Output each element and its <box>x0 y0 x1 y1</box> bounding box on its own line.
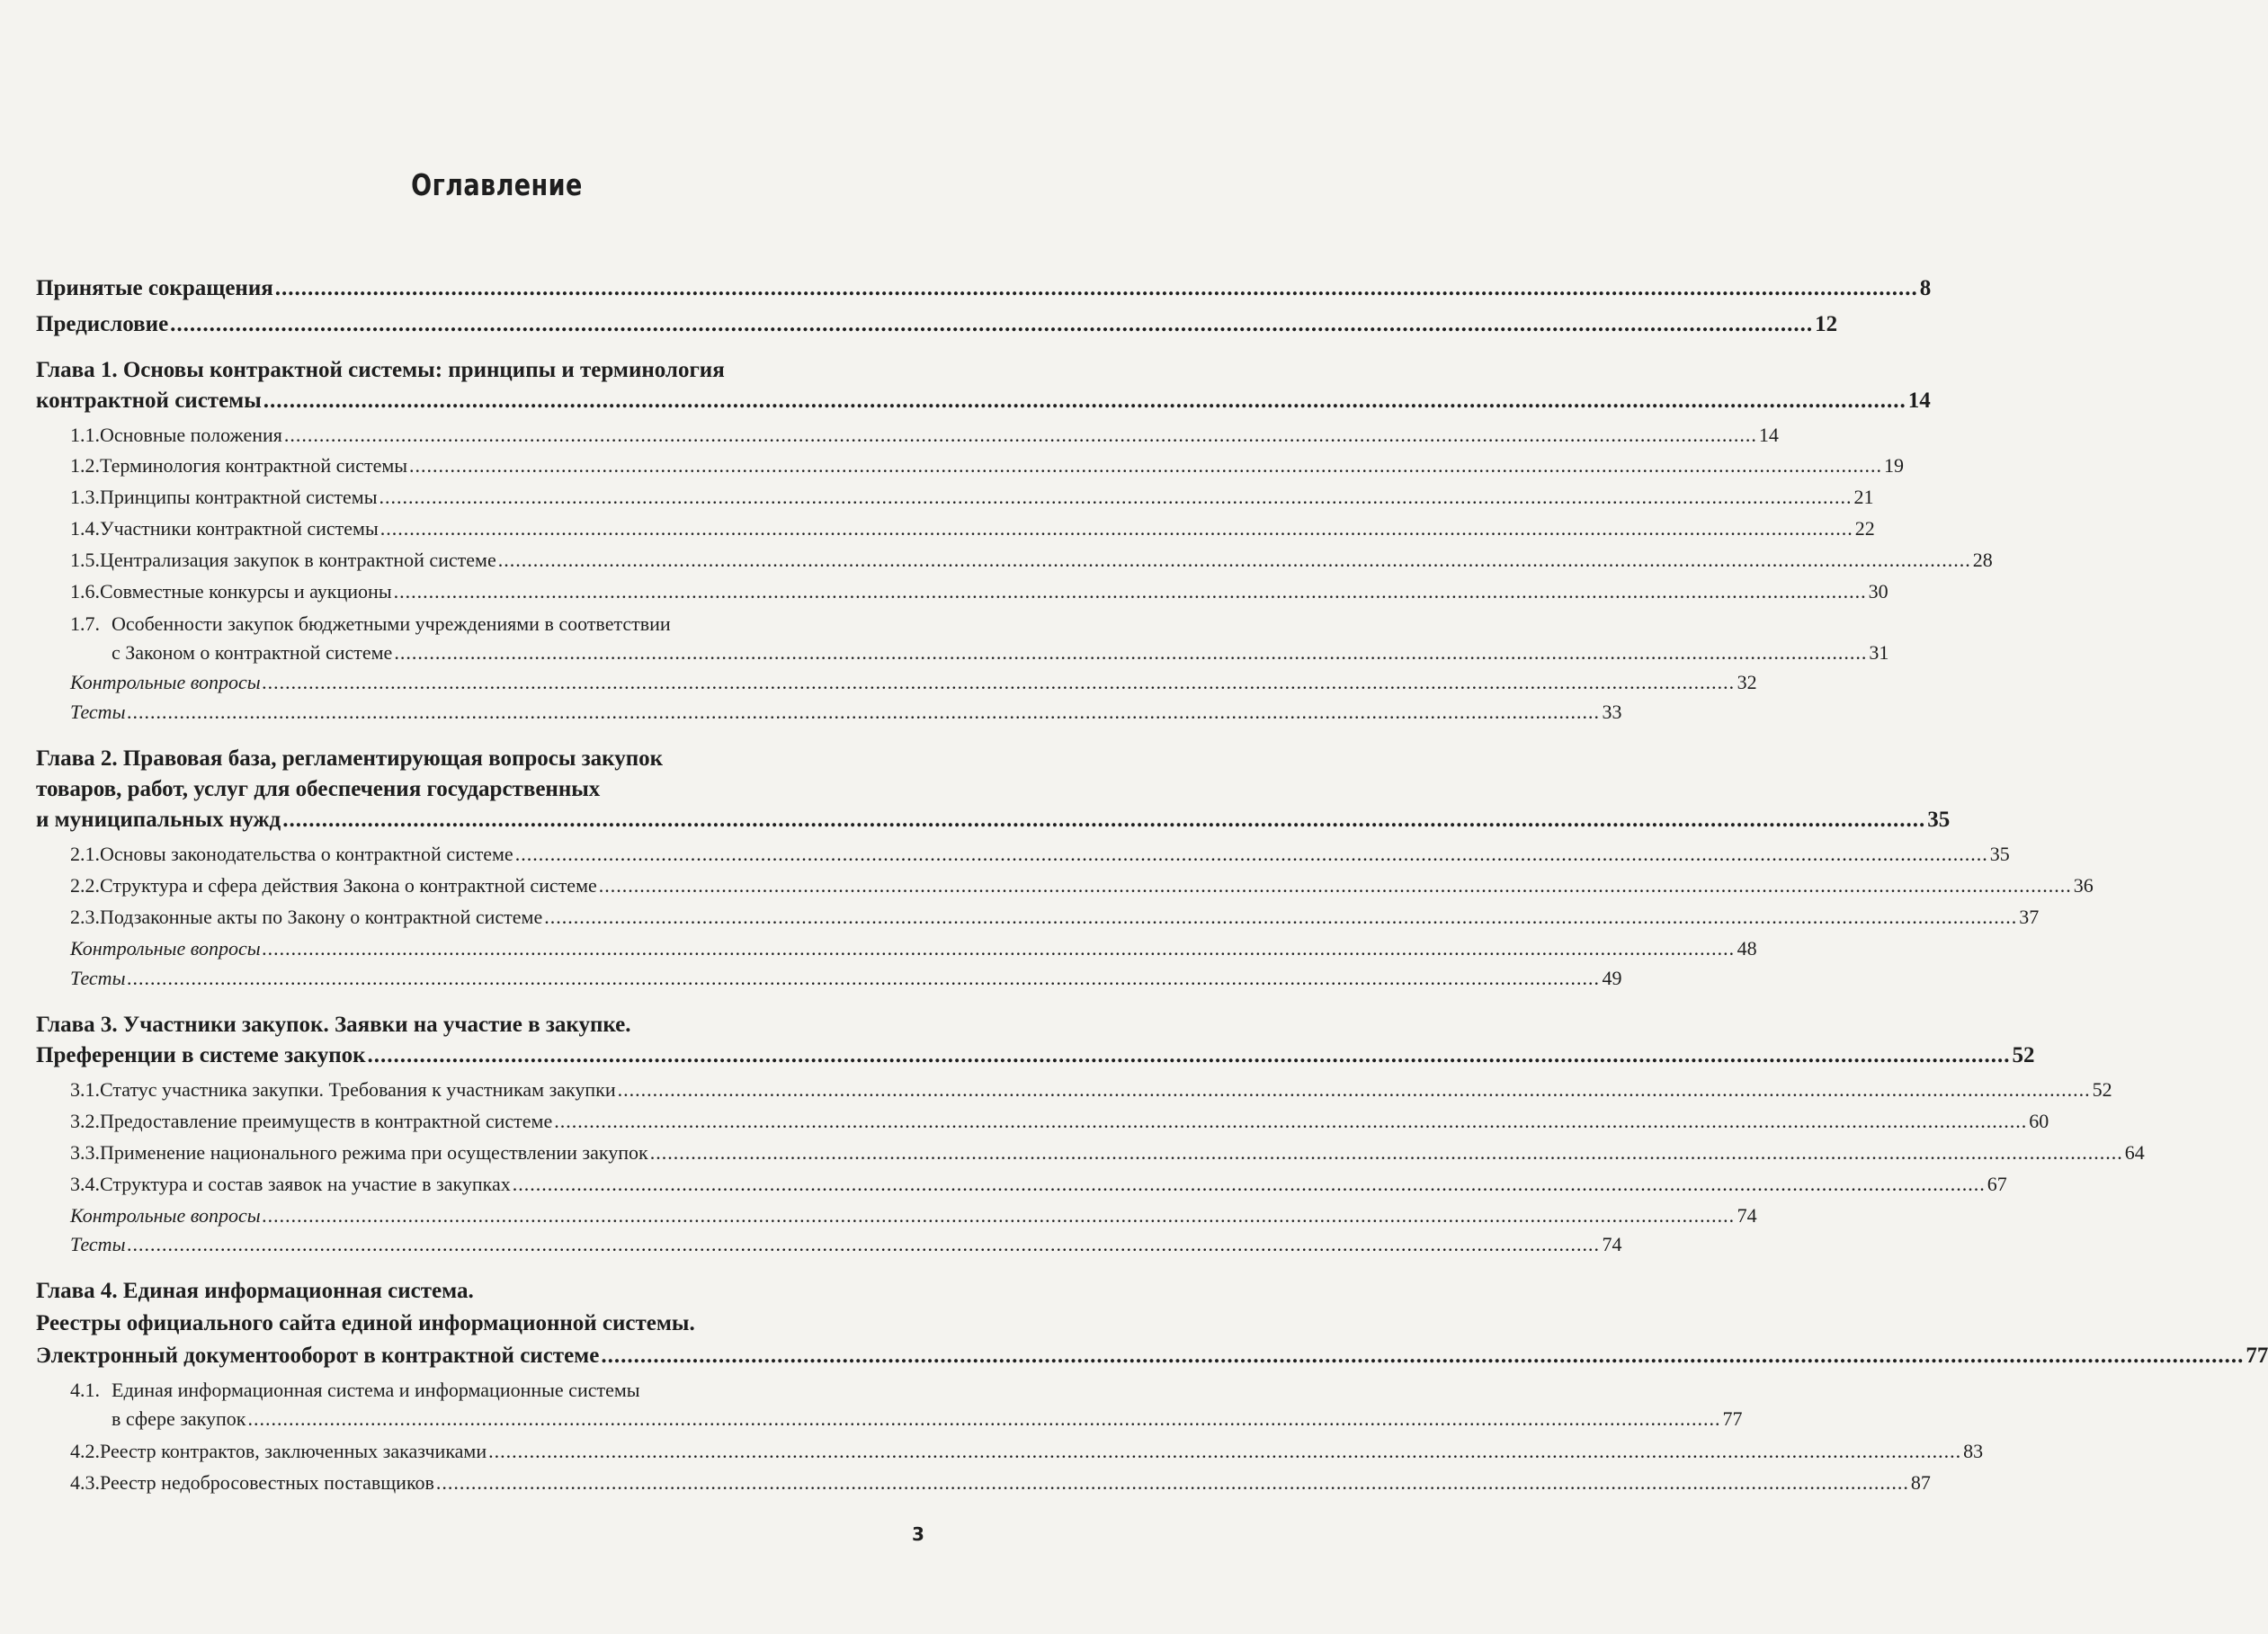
entry-page-number: 77 <box>2246 1344 2268 1368</box>
toc-chapter-entry[interactable] <box>36 310 1838 339</box>
entry-page-number: 60 <box>2029 1110 2049 1132</box>
entry-page-number: 37 <box>2019 906 2040 928</box>
entry-page-number: 28 <box>1972 549 1993 571</box>
toc-section-entry[interactable] <box>70 421 1779 450</box>
entry-page-number: 12 <box>1815 312 1838 336</box>
entry-title: и муниципальных нужд <box>36 808 281 832</box>
entry-page-number: 14 <box>1758 424 1779 446</box>
entry-title: Реестр контрактов, заключенных заказчиками <box>100 1440 487 1462</box>
toc-section-entry[interactable] <box>70 903 2040 932</box>
leader-dots <box>498 546 1971 575</box>
toc-section-entry[interactable] <box>70 514 1875 543</box>
section-number: 1.2. <box>70 454 100 477</box>
toc-extra-entry[interactable] <box>70 668 1757 697</box>
entry-page-number: 31 <box>1869 641 1889 664</box>
entry-title: в сфере закупок <box>112 1407 246 1430</box>
section-title-text: Единая информационная система и информационные системы <box>112 1379 640 1401</box>
entry-page-number: 33 <box>1602 701 1622 723</box>
leader-dots <box>263 387 1906 415</box>
toc-extra-entry[interactable] <box>70 1201 1757 1230</box>
entry-page-number: 52 <box>2092 1078 2112 1101</box>
section-title-line <box>70 1376 640 1405</box>
entry-page-number: 87 <box>1910 1471 1931 1494</box>
section-number: 1.5. <box>70 549 100 571</box>
chapter-heading-line: товаров, работ, услуг для обеспечения государственных <box>36 777 601 801</box>
entry-title: Электронный документооборот в контрактной системе <box>36 1344 600 1368</box>
entry-page-number: 77 <box>1722 1407 1743 1430</box>
leader-dots <box>127 964 1600 993</box>
entry-page-number: 35 <box>1989 843 2010 865</box>
entry-title: Участники контрактной системы <box>100 517 379 540</box>
entry-title: Контрольные вопросы <box>70 937 261 960</box>
leader-dots <box>436 1469 1909 1497</box>
section-number: 2.2. <box>70 874 100 897</box>
section-number: 1.4. <box>70 517 100 540</box>
entry-title: Структура и состав заявок на участие в закупках <box>100 1173 511 1195</box>
entry-page-number: 8 <box>1919 276 1932 300</box>
page-title: Оглавление <box>411 167 583 202</box>
toc-section-entry[interactable] <box>70 871 2094 900</box>
entry-title: Тесты <box>70 1233 126 1255</box>
entry-title: Преференции в системе закупок <box>36 1043 366 1067</box>
entry-title: Тесты <box>70 967 126 989</box>
leader-dots <box>379 483 1852 512</box>
section-number: 4.2. <box>70 1440 100 1462</box>
toc-section-entry[interactable] <box>70 1138 2145 1167</box>
toc-section-entry[interactable] <box>70 451 1905 480</box>
leader-dots <box>650 1138 2123 1167</box>
entry-page-number: 30 <box>1868 580 1889 603</box>
entry-page-number: 74 <box>1737 1204 1757 1227</box>
section-number: 4.3. <box>70 1471 100 1494</box>
leader-dots <box>515 840 1988 869</box>
toc-section-entry[interactable] <box>70 1076 2112 1104</box>
entry-title: Терминология контрактной системы <box>100 454 408 477</box>
entry-title: Реестр недобросовестных поставщиков <box>100 1471 434 1494</box>
toc-extra-entry[interactable] <box>70 964 1621 993</box>
leader-dots <box>601 1342 2244 1371</box>
toc-section-entry[interactable] <box>112 638 1889 667</box>
section-title-line <box>70 610 671 638</box>
leader-dots <box>380 514 1853 543</box>
leader-dots <box>127 1230 1600 1259</box>
leader-dots <box>394 577 1867 606</box>
section-number: 4.1. <box>70 1379 100 1401</box>
section-number: 1.1. <box>70 424 100 446</box>
entry-title: Предисловие <box>36 312 169 336</box>
entry-title: Централизация закупок в контрактной системе <box>100 549 496 571</box>
toc-section-entry[interactable] <box>70 1437 1984 1466</box>
toc-extra-entry[interactable] <box>70 1230 1621 1259</box>
chapter-heading-line: Глава 4. Единая информационная система. <box>36 1279 474 1303</box>
toc-section-entry[interactable] <box>70 1107 2049 1136</box>
toc-chapter-entry[interactable] <box>36 1041 2035 1070</box>
entry-title: Статус участника закупки. Требования к участникам закупки <box>100 1078 616 1101</box>
section-number: 3.1. <box>70 1078 100 1101</box>
toc-chapter-entry[interactable] <box>36 1342 2268 1371</box>
section-number: 3.2. <box>70 1110 100 1132</box>
entry-page-number: 49 <box>1602 967 1622 989</box>
leader-dots <box>170 310 1813 339</box>
entry-page-number: 74 <box>1602 1233 1622 1255</box>
leader-dots <box>394 638 1867 667</box>
chapter-heading-line: Глава 2. Правовая база, регламентирующая вопросы закупок <box>36 746 664 771</box>
section-number: 1.7. <box>70 612 100 635</box>
entry-title: Принятые сокращения <box>36 276 273 300</box>
entry-page-number: 21 <box>1853 486 1874 508</box>
leader-dots <box>248 1405 1721 1433</box>
toc-extra-entry[interactable] <box>70 698 1621 727</box>
entry-title: Основы законодательства о контрактной системе <box>100 843 513 865</box>
entry-page-number: 67 <box>1987 1173 2007 1195</box>
entry-title: Тесты <box>70 701 126 723</box>
section-number: 3.4. <box>70 1173 100 1195</box>
leader-dots <box>263 934 1736 963</box>
entry-page-number: 22 <box>1854 517 1875 540</box>
section-number: 1.6. <box>70 580 100 603</box>
chapter-heading-line: Реестры официального сайта единой информационной системы. <box>36 1311 695 1335</box>
chapter-heading-line: Глава 1. Основы контрактной системы: принципы и терминология <box>36 358 725 382</box>
entry-title: Структура и сфера действия Закона о контрактной системе <box>100 874 597 897</box>
entry-title: Совместные конкурсы и аукционы <box>100 580 392 603</box>
entry-page-number: 83 <box>1963 1440 1984 1462</box>
leader-dots <box>284 421 1757 450</box>
leader-dots <box>263 1201 1736 1230</box>
entry-title: Контрольные вопросы <box>70 1204 261 1227</box>
leader-dots <box>544 903 2017 932</box>
toc-extra-entry[interactable] <box>70 934 1757 963</box>
leader-dots <box>409 451 1882 480</box>
leader-dots <box>488 1437 1961 1466</box>
leader-dots <box>282 806 1925 835</box>
entry-title: контрактной системы <box>36 388 262 413</box>
entry-title: Применение национального режима при осуществлении закупок <box>100 1141 648 1164</box>
entry-page-number: 32 <box>1737 671 1757 693</box>
toc-section-entry[interactable] <box>112 1405 1743 1433</box>
toc-section-entry[interactable] <box>70 483 1874 512</box>
leader-dots <box>263 668 1736 697</box>
page-number: 3 <box>912 1523 924 1545</box>
leader-dots <box>554 1107 2027 1136</box>
leader-dots <box>618 1076 2091 1104</box>
entry-page-number: 48 <box>1737 937 1757 960</box>
entry-page-number: 19 <box>1884 454 1905 477</box>
entry-page-number: 64 <box>2124 1141 2145 1164</box>
entry-title: Предоставление преимуществ в контрактной системе <box>100 1110 553 1132</box>
toc-chapter-entry[interactable] <box>36 806 1951 835</box>
toc-section-entry[interactable] <box>70 1469 1931 1497</box>
entry-title: Принципы контрактной системы <box>100 486 378 508</box>
section-number: 2.3. <box>70 906 100 928</box>
entry-page-number: 14 <box>1907 388 1931 413</box>
toc-section-entry[interactable] <box>70 577 1889 606</box>
entry-page-number: 52 <box>2012 1043 2035 1067</box>
section-number: 2.1. <box>70 843 100 865</box>
leader-dots <box>599 871 2072 900</box>
toc-section-entry[interactable] <box>70 840 2010 869</box>
entry-title: Контрольные вопросы <box>70 671 261 693</box>
toc-chapter-entry[interactable] <box>36 274 1932 303</box>
chapter-heading-line: Глава 3. Участники закупок. Заявки на участие в закупке. <box>36 1013 631 1037</box>
toc-section-entry[interactable] <box>70 546 1993 575</box>
entry-title: с Законом о контрактной системе <box>112 641 393 664</box>
section-number: 3.3. <box>70 1141 100 1164</box>
section-title-text: Особенности закупок бюджетными учреждениями в соответствии <box>112 612 671 635</box>
entry-title: Подзаконные акты по Закону о контрактной системе <box>100 906 543 928</box>
entry-page-number: 36 <box>2073 874 2094 897</box>
toc-section-entry[interactable] <box>70 1170 2007 1199</box>
leader-dots <box>127 698 1600 727</box>
toc-chapter-entry[interactable] <box>36 387 1931 415</box>
section-number: 1.3. <box>70 486 100 508</box>
leader-dots <box>275 274 1918 303</box>
entry-title: Основные положения <box>100 424 282 446</box>
entry-page-number: 35 <box>1927 808 1951 832</box>
leader-dots <box>513 1170 1986 1199</box>
leader-dots <box>368 1041 2011 1070</box>
